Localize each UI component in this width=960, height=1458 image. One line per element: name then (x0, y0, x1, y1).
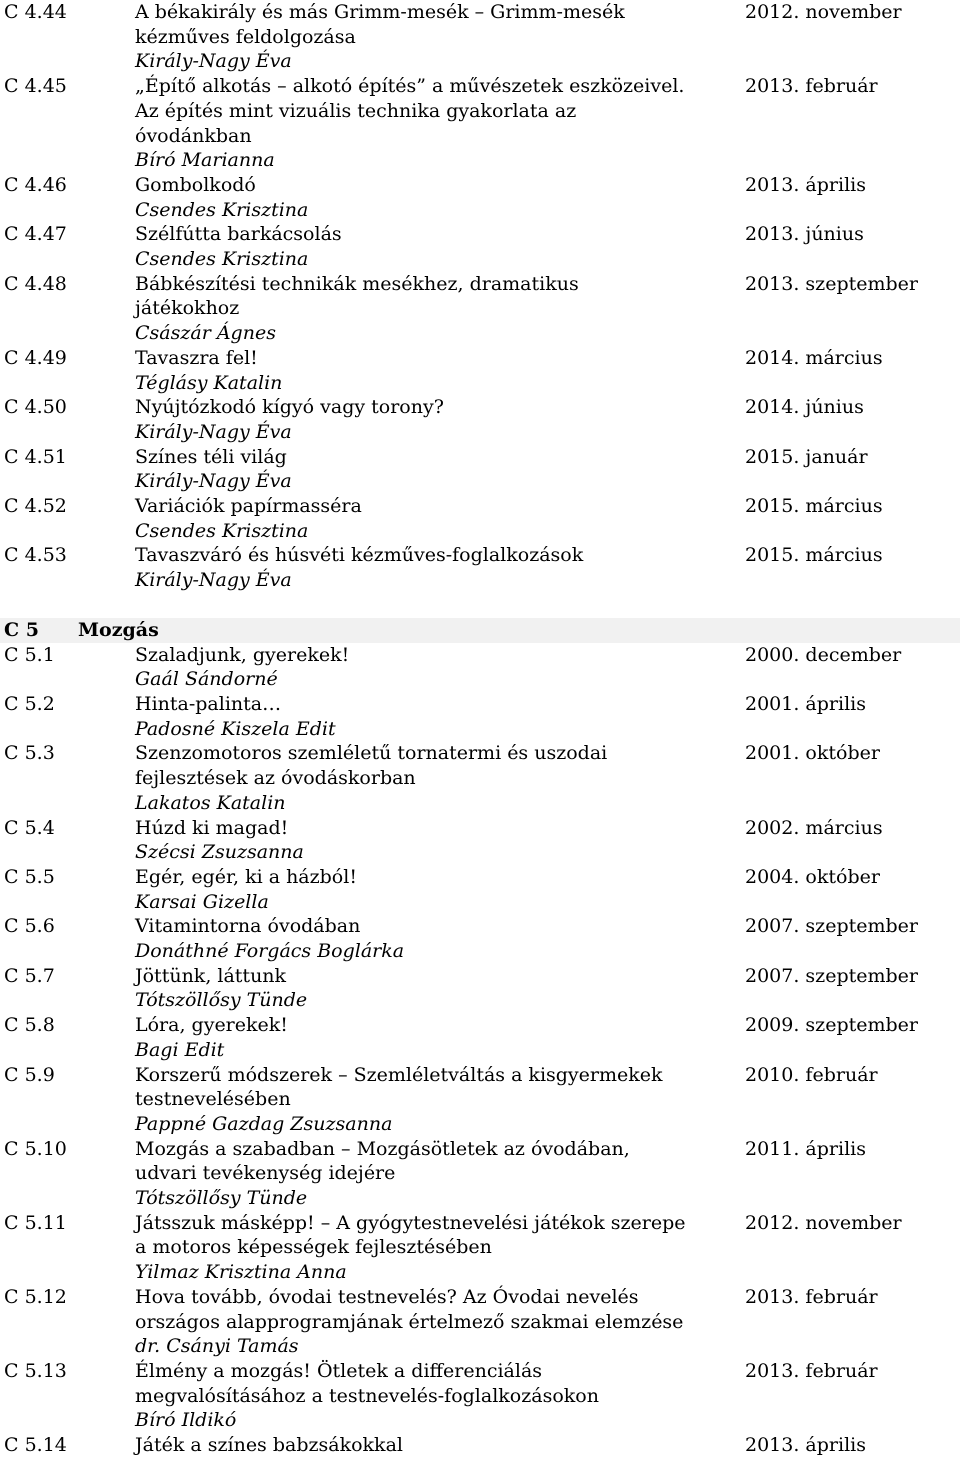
catalog-entry (0, 1359, 960, 1433)
catalog-entry (0, 741, 960, 815)
entry-date: 2013. április (745, 1434, 866, 1457)
entry-author: Csendes Krisztina (135, 519, 309, 542)
catalog-entry (0, 692, 960, 741)
entry-title-line: Lóra, gyerekek! (135, 1014, 288, 1037)
catalog-entry (0, 816, 960, 865)
entry-date: 2014. június (745, 396, 864, 419)
entry-title-line: fejlesztések az óvodáskorban (135, 767, 416, 790)
catalog-entry (0, 222, 960, 271)
entry-body (135, 816, 740, 865)
entry-author: Donáthné Forgács Boglárka (135, 940, 405, 963)
catalog-entry (0, 445, 960, 494)
catalog-entry (0, 395, 960, 444)
entry-date: 2013. február (745, 1359, 878, 1382)
entry-title-line: a motoros képességek fejlesztésében (135, 1236, 492, 1259)
entry-code: C 4.46 (4, 173, 67, 196)
entry-title-line: megvalósításához a testnevelés-foglalkozásokon (135, 1384, 599, 1407)
entry-code: C 5.3 (4, 742, 55, 765)
entry-title-line: Hova tovább, óvodai testnevelés? Az Óvodai nevelés (135, 1285, 639, 1308)
entry-code: C 4.47 (4, 223, 67, 246)
entry-title-line: Variációk papírmasséra (135, 495, 362, 518)
entry-body (135, 0, 740, 74)
entry-author: Bagi Edit (135, 1038, 225, 1061)
entry-title-line: Az építés mint vizuális technika gyakorlata az (135, 99, 577, 122)
catalog-entry (0, 1433, 960, 1458)
entry-body (135, 74, 740, 173)
entry-date: 2002. március (745, 816, 883, 839)
section-title: Mozgás (78, 618, 159, 641)
entry-title-line: Játsszuk másképp! – A gyógytestnevelési játékok szerepe (135, 1211, 686, 1234)
entry-title-line: A békakirály és más Grimm-mesék – Grimm-mesék (135, 1, 625, 23)
catalog-entry (0, 173, 960, 222)
section-header (0, 618, 960, 643)
entry-date: 2012. november (745, 1211, 902, 1234)
entry-author: Lakatos Katalin (135, 791, 286, 814)
entry-date: 2007. szeptember (745, 964, 918, 987)
entry-author: Tótszöllősy Tünde (135, 989, 308, 1012)
entry-code: C 5.12 (4, 1285, 67, 1308)
catalog-entry (0, 1211, 960, 1285)
entry-code: C 5.9 (4, 1063, 55, 1086)
entry-title-line: játékokhoz (135, 297, 240, 320)
entry-body (135, 1285, 740, 1359)
entry-code: C 5.13 (4, 1359, 67, 1382)
entry-author: Gaál Sándorné (135, 668, 278, 691)
entry-title-line: udvari tevékenység idejére (135, 1162, 396, 1185)
entry-date: 2007. szeptember (745, 915, 918, 938)
entry-code: C 4.49 (4, 346, 67, 369)
entry-author: Király-Nagy Éva (135, 420, 292, 443)
catalog-entry (0, 964, 960, 1013)
entry-author: Szécsi Zsuzsanna (135, 841, 304, 864)
entry-title-line: óvodánkban (135, 124, 252, 147)
entry-body (135, 643, 740, 692)
catalog-entry (0, 1063, 960, 1137)
entry-title-line: Vitamintorna óvodában (135, 915, 361, 938)
entry-title-line: Élmény a mozgás! Ötletek a differenciálás (135, 1359, 543, 1382)
entry-body (135, 1063, 740, 1137)
entry-body (135, 395, 740, 444)
catalog-entry (0, 272, 960, 346)
entry-body (135, 741, 740, 815)
entry-date: 2013. február (745, 1285, 878, 1308)
entry-title-line: Egér, egér, ki a házból! (135, 865, 357, 888)
entry-body (135, 272, 740, 346)
catalog-list-c5 (0, 643, 960, 1458)
entry-author: Yilmaz Krisztina Anna (135, 1261, 347, 1284)
entry-code: C 4.45 (4, 75, 67, 98)
entry-body (135, 346, 740, 395)
entry-author: Király-Nagy Éva (135, 470, 292, 493)
entry-author: Csendes Krisztina (135, 248, 309, 271)
entry-title-line: Bábkészítési technikák mesékhez, dramatikus (135, 272, 579, 295)
entry-body (135, 1137, 740, 1211)
entry-author: Császár Ágnes (135, 322, 276, 345)
entry-title-line: Tavaszra fel! (135, 346, 258, 369)
entry-author: Tótszöllősy Tünde (135, 1187, 308, 1210)
entry-date: 2011. április (745, 1137, 866, 1160)
catalog-entry (0, 865, 960, 914)
catalog-entry (0, 643, 960, 692)
entry-code: C 5.4 (4, 816, 55, 839)
section-code: C 5 (4, 618, 39, 641)
catalog-entry (0, 1013, 960, 1062)
catalog-entry (0, 1285, 960, 1359)
entry-body (135, 445, 740, 494)
catalog-entry (0, 914, 960, 963)
entry-code: C 5.6 (4, 915, 55, 938)
catalog-entry (0, 0, 960, 74)
entry-author: Téglásy Katalin (135, 371, 283, 394)
entry-date: 2001. április (745, 692, 866, 715)
entry-body (135, 1433, 740, 1458)
entry-title-line: Hinta-palinta… (135, 692, 282, 715)
entry-date: 2013. február (745, 75, 878, 98)
entry-title-line: Játék a színes babzsákokkal (135, 1434, 403, 1457)
entry-title-line: Szaladjunk, gyerekek! (135, 643, 350, 666)
entry-author: Király-Nagy Éva (135, 50, 292, 73)
entry-code: C 4.44 (4, 1, 67, 23)
entry-title-line: Szélfútta barkácsolás (135, 223, 342, 246)
entry-date: 2000. december (745, 643, 902, 666)
entry-code: C 5.1 (4, 643, 55, 666)
entry-title-line: Tavaszváró és húsvéti kézműves-foglalkozások (135, 544, 584, 567)
entry-body (135, 222, 740, 271)
entry-title-line: Színes téli világ (135, 445, 287, 468)
entry-date: 2004. október (745, 865, 880, 888)
entry-code: C 4.48 (4, 272, 67, 295)
entry-code: C 5.14 (4, 1434, 67, 1457)
entry-code: C 5.7 (4, 964, 55, 987)
entry-body (135, 543, 740, 592)
catalog-entry (0, 346, 960, 395)
entry-date: 2001. október (745, 742, 880, 765)
entry-title-line: országos alapprogramjának értelmező szakmai elemzése (135, 1310, 684, 1333)
entry-body (135, 1013, 740, 1062)
entry-date: 2013. június (745, 223, 864, 246)
catalog-entry (0, 543, 960, 592)
entry-title-line: testnevelésében (135, 1088, 291, 1111)
entry-code: C 4.51 (4, 445, 67, 468)
catalog-entry (0, 74, 960, 173)
entry-body (135, 1359, 740, 1433)
entry-title-line: „Építő alkotás – alkotó építés” a művészetek eszközeivel. (135, 75, 685, 98)
catalog-entry (0, 494, 960, 543)
entry-code: C 5.8 (4, 1014, 55, 1037)
entry-author: Csendes Krisztina (135, 198, 309, 221)
entry-date: 2009. szeptember (745, 1014, 918, 1037)
entry-body (135, 1211, 740, 1285)
entry-date: 2015. január (745, 445, 868, 468)
entry-code: C 5.2 (4, 692, 55, 715)
entry-author: Király-Nagy Éva (135, 569, 292, 592)
entry-author: Padosné Kiszela Edit (135, 717, 336, 740)
entry-body (135, 494, 740, 543)
entry-body (135, 865, 740, 914)
catalog-list-c4 (0, 0, 960, 593)
entry-title-line: Mozgás a szabadban – Mozgásötletek az óvodában, (135, 1137, 630, 1160)
entry-title-line: Gombolkodó (135, 173, 256, 196)
entry-body (135, 692, 740, 741)
entry-title-line: kézműves feldolgozása (135, 25, 356, 48)
entry-title-line: Szenzomotoros szemléletű tornatermi és uszodai (135, 742, 608, 765)
entry-code: C 4.52 (4, 495, 67, 518)
entry-title-line: Húzd ki magad! (135, 816, 289, 839)
entry-author: Bíró Marianna (135, 149, 275, 172)
entry-date: 2013. szeptember (745, 272, 918, 295)
entry-title-line: Nyújtózkodó kígyó vagy torony? (135, 396, 444, 419)
entry-code: C 5.10 (4, 1137, 67, 1160)
entry-title-line: Jöttünk, láttunk (135, 964, 287, 987)
entry-code: C 4.53 (4, 544, 67, 567)
entry-date: 2015. március (745, 495, 883, 518)
entry-title-line: Korszerű módszerek – Szemléletváltás a kisgyermekek (135, 1063, 663, 1086)
catalog-entry (0, 1137, 960, 1211)
entry-body (135, 173, 740, 222)
entry-author: Pappné Gazdag Zsuzsanna (135, 1112, 393, 1135)
entry-code: C 5.5 (4, 865, 55, 888)
entry-code: C 5.11 (4, 1211, 67, 1234)
entry-body (135, 914, 740, 963)
entry-author: dr. Csányi Tamás (135, 1335, 299, 1358)
entry-date: 2012. november (745, 1, 902, 23)
entry-date: 2010. február (745, 1063, 878, 1086)
entry-date: 2013. április (745, 173, 866, 196)
entry-author: Bíró Ildikó (135, 1409, 237, 1432)
entry-code: C 4.50 (4, 396, 67, 419)
entry-body (135, 964, 740, 1013)
entry-date: 2015. március (745, 544, 883, 567)
entry-date: 2014. március (745, 346, 883, 369)
entry-author: Karsai Gizella (135, 890, 269, 913)
